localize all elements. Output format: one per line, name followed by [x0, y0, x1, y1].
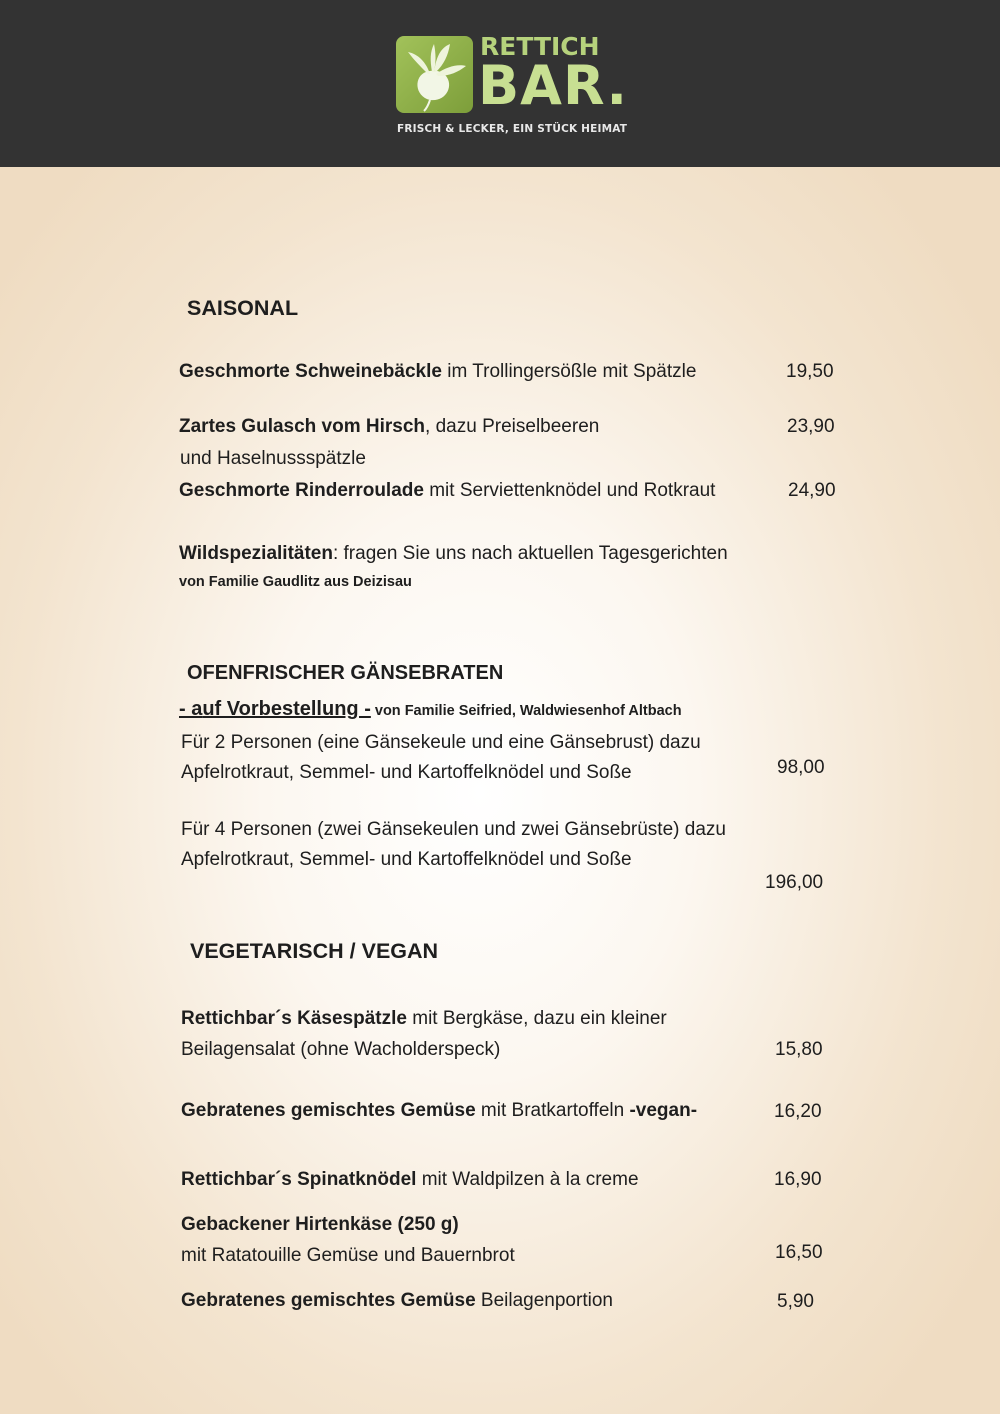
item-desc-line2: mit Ratatouille Gemüse und Bauernbrot	[181, 1245, 515, 1266]
item-desc: mit Bergkäse, dazu ein kleiner	[406, 1008, 667, 1029]
item-price: 15,80	[775, 1039, 823, 1060]
item-desc-line2: und Haselnussspätzle	[180, 448, 366, 469]
logo-word-bar: BAR.	[478, 54, 629, 117]
menu-item	[181, 1290, 613, 1312]
item-name: Rettichbar´s Käsespätzle	[181, 1008, 407, 1029]
item-price: 16,50	[775, 1242, 823, 1263]
item-desc: mit Waldpilzen à la creme	[416, 1169, 639, 1190]
item-desc: im Trollingersößle mit Spätzle	[441, 361, 697, 382]
radish-icon	[396, 36, 473, 113]
item-price: 16,20	[774, 1101, 822, 1122]
item-price: 19,50	[786, 361, 834, 382]
item-line: Apfelrotkraut, Semmel- und Kartoffelknödel und Soße	[181, 762, 632, 783]
item-desc-line2: Beilagensalat (ohne Wacholderspeck)	[181, 1039, 501, 1060]
item-desc: : fragen Sie uns nach aktuellen Tagesgerichten	[332, 543, 728, 564]
item-price: 16,90	[774, 1169, 822, 1190]
item-line: Für 4 Personen (zwei Gänsekeulen und zwei Gänsebrüste) dazu	[181, 819, 726, 840]
item-name: Gebratenes gemischtes Gemüse	[181, 1290, 476, 1311]
preorder-label: uf Vorbestellung -	[202, 698, 371, 720]
item-name: Gebratenes gemischtes Gemüse	[181, 1100, 476, 1121]
supplier-note: von Familie Gaudlitz aus Deizisau	[179, 574, 412, 590]
item-price: 24,90	[788, 480, 836, 501]
item-name: Gebackener Hirtenkäse (250 g)	[181, 1214, 459, 1235]
section-title-gaensebraten: OFENFRISCHER GÄNSEBRATEN	[187, 662, 504, 684]
menu-item	[181, 1008, 667, 1030]
logo	[396, 32, 629, 144]
header	[0, 0, 1000, 167]
logo-word-rettich: RETTICH	[480, 32, 600, 61]
item-name: Wildspezialitäten	[179, 543, 333, 564]
vegan-tag: -vegan-	[629, 1100, 698, 1121]
item-name: Zartes Gulasch vom Hirsch	[179, 416, 426, 437]
preorder-line	[179, 698, 682, 722]
item-desc: Beilagenportion	[475, 1290, 613, 1311]
item-desc: mit Serviettenknödel und Rotkraut	[423, 480, 716, 501]
section-title-saisonal: SAISONAL	[187, 296, 299, 320]
menu-item	[181, 1169, 639, 1191]
tagline: FRISCH & LECKER, EIN STÜCK HEIMAT	[397, 123, 628, 135]
menu-item	[181, 1100, 697, 1122]
item-name: Rettichbar´s Spinatknödel	[181, 1169, 417, 1190]
item-price: 196,00	[765, 872, 824, 893]
menu-item	[179, 416, 599, 438]
item-line: Apfelrotkraut, Semmel- und Kartoffelknödel und Soße	[181, 849, 632, 870]
item-name: Geschmorte Schweinebäckle	[179, 361, 442, 382]
item-price: 98,00	[777, 757, 825, 778]
item-name: Geschmorte Rinderroulade	[179, 480, 424, 501]
item-price: 5,90	[777, 1291, 814, 1312]
item-price: 23,90	[787, 416, 835, 437]
menu-item	[179, 361, 696, 383]
menu-item	[179, 543, 728, 565]
item-desc: , dazu Preiselbeeren	[425, 416, 600, 437]
supplier-note: von Familie Seifried, Waldwiesenhof Altbach	[370, 703, 682, 719]
item-line: Für 2 Personen (eine Gänsekeule und eine Gänsebrust) dazu	[181, 732, 701, 753]
item-desc: mit Bratkartoffeln	[475, 1100, 630, 1121]
preorder-prefix: - a	[179, 698, 203, 720]
menu-item	[179, 480, 715, 502]
section-title-vegetarisch: VEGETARISCH / VEGAN	[190, 939, 439, 963]
